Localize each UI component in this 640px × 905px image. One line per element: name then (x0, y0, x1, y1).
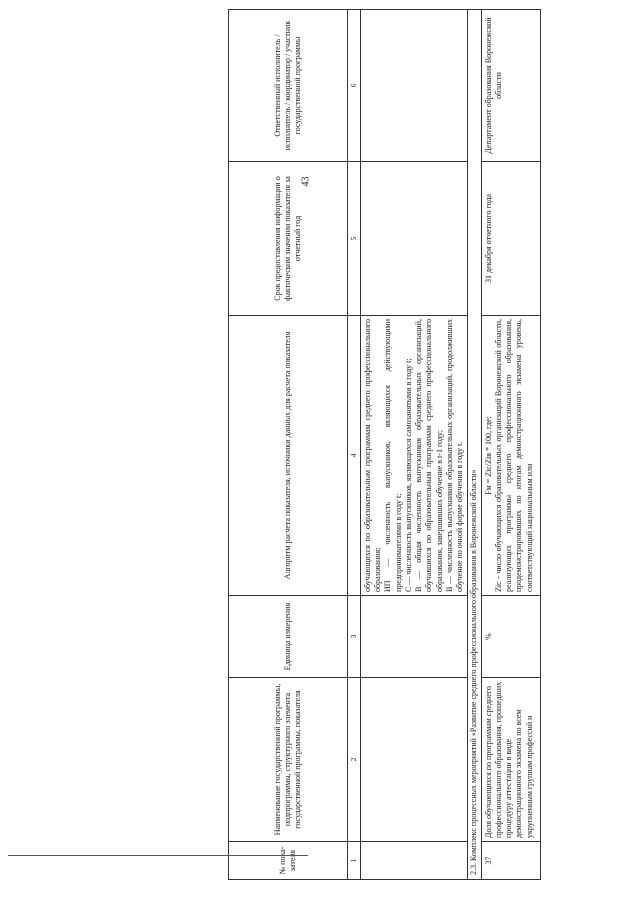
algorithm-line: В — численность выпускников образовательных организаций, продолживших обучение по очной форме обучения в году t. (444, 319, 465, 592)
prev-unit-cell (361, 596, 468, 678)
prev-responsible-cell (361, 10, 468, 162)
indicator-responsible: Департамент образования Воронежской области (481, 10, 540, 162)
header-deadline: Срок предоставления информации о фактическом значении показателя за отчетный год (229, 162, 348, 316)
header-responsible: Ответственный исполнитель / исполнитель / координатор / участник государственной программы (229, 10, 348, 162)
footnote-separator (8, 855, 308, 856)
col-number: 2 (348, 678, 361, 842)
rotated-page-content (228, 10, 628, 880)
formula-description: Zic - число обучающихся образовательных организаций Воронежской области, реализующих программы среднего профессионального образования, продемонстрировавших по итогам демонстрационного экзамена уровень, соответствующий национальным или (493, 319, 534, 592)
indicator-algorithm (481, 316, 540, 596)
header-name: Наименование государственной программы, подпрограммы, структурного элемента государственной программы, показателя (229, 678, 348, 842)
indicator-unit: % (481, 596, 540, 678)
prev-num-cell (361, 842, 468, 880)
header-unit: Единица измерения (229, 596, 348, 678)
column-numbers-row (348, 10, 361, 880)
header-num: № пока-зателя (229, 842, 348, 880)
table-row (481, 10, 540, 880)
col-number: 6 (348, 10, 361, 162)
page-number: 43 (300, 176, 312, 187)
formula-main: Fм = Zic/Ziв * 100, где: (483, 416, 493, 495)
prev-algorithm-cell (361, 316, 468, 596)
algorithm-line: В — общая численность выпускников образовательных организаций, обучавшихся по образовательным программам среднего профессионального образования, завершивших обучение в t-1 году; (414, 319, 444, 592)
col-number: 3 (348, 596, 361, 678)
indicator-name: Доля обучающихся по программам среднего профессионального образования, прошедших процедуру аттестации в виде демонстрационного экзамена по всем укрупненным группам профессий и (481, 678, 540, 842)
continued-row (361, 10, 468, 880)
prev-deadline-cell (361, 162, 468, 316)
col-number: 4 (348, 316, 361, 596)
indicator-num: 37 (481, 842, 540, 880)
indicator-deadline: 31 декабря отчетного года (481, 162, 540, 316)
algorithm-line: С — численность выпускников, являющихся самозанятыми в году t; (403, 358, 413, 592)
algorithm-line: обучающихся по образовательным программам среднего профессионального образования; (363, 319, 383, 592)
section-row (468, 10, 481, 880)
section-title: 2.3. Комплекс процессных мероприятий «Развитие среднего профессионального образования в Воронежской области» (468, 10, 481, 880)
indicators-table (228, 9, 541, 880)
algorithm-line: ИП — численность выпускников, являющихся действующими предпринимателями в году t; (383, 319, 403, 592)
header-algorithm: Алгоритм расчета показателя, источники данных для расчета показателя (229, 316, 348, 596)
col-number: 1 (348, 842, 361, 880)
header-row (229, 10, 348, 880)
prev-name-cell (361, 678, 468, 842)
col-number: 5 (348, 162, 361, 316)
